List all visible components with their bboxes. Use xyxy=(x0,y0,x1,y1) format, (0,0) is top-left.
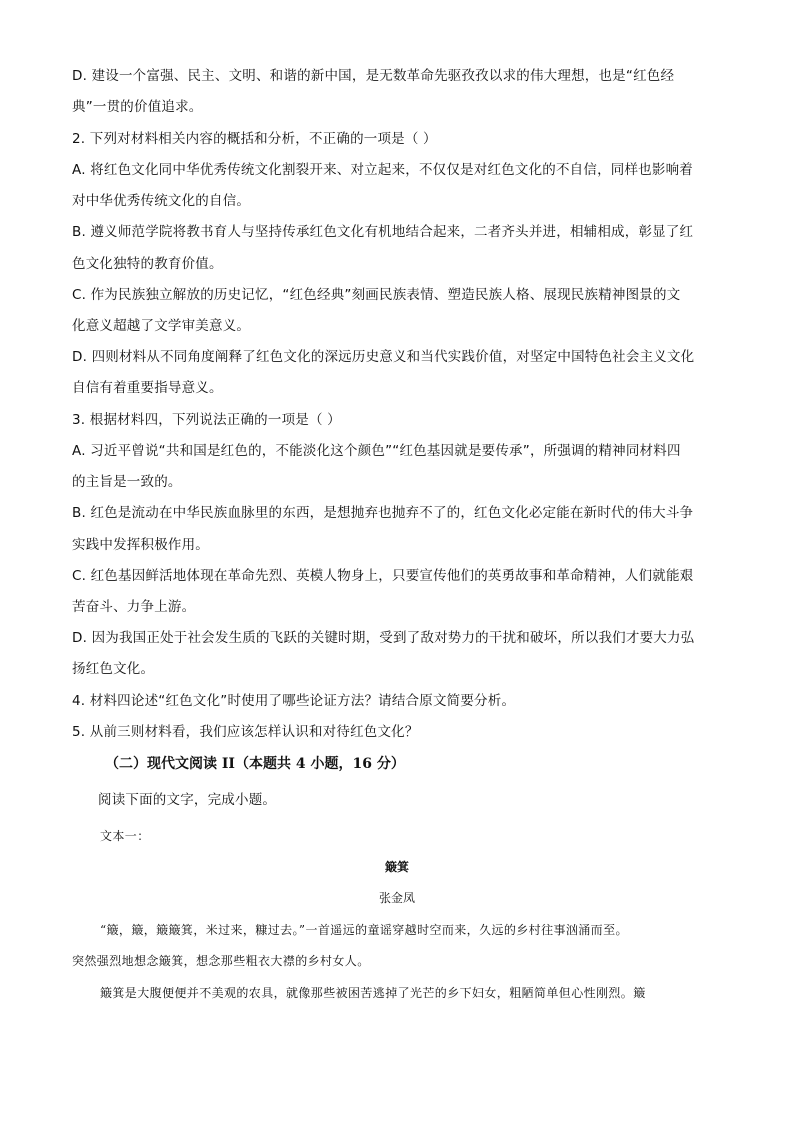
q2-option-c-line2: 化意义超越了文学审美意义。 xyxy=(72,318,251,334)
text-label: 文本一： xyxy=(100,829,150,843)
q3-option-c-line2: 苦奋斗、力争上游。 xyxy=(72,599,196,615)
q4-stem: 4. 材料四论述“红色文化”时使用了哪些论证方法？请结合原文简要分析。 xyxy=(72,693,516,709)
q3-option-a-line2: 的主旨是一致的。 xyxy=(72,474,182,490)
q2-option-c-line1: C. 作为民族独立解放的历史记忆，“红色经典”刻画民族表情、塑造民族人格、展现民族精神图景的文 xyxy=(72,287,681,303)
q3-option-c-line1: C. 红色基因鲜活地体现在革命先烈、英模人物身上，只要宣传他们的英勇故事和革命精神，人们就能艰 xyxy=(72,568,694,584)
article-para1-line1: “簸，簸，簸簸箕，米过来，糠过去。”一首遥远的童谣穿越时空而来，久远的乡村往事汹涌而至。 xyxy=(100,923,628,937)
q1-option-d-line1: D. 建设一个富强、民主、文明、和谐的新中国，是无数革命先驱孜孜以求的伟大理想，也是“红色经 xyxy=(72,68,675,84)
q3-option-b-line1: B. 红色是流动在中华民族血脉里的东西，是想抛弃也抛弃不了的，红色文化必定能在新时代的伟大斗争 xyxy=(72,505,694,521)
q2-option-d-line1: D. 四则材料从不同角度阐释了红色文化的深远历史意义和当代实践价值，对坚定中国特色社会主义文化 xyxy=(72,349,695,365)
q3-stem: 3. 根据材料四，下列说法正确的一项是（ ） xyxy=(72,412,341,428)
q5-stem: 5. 从前三则材料看，我们应该怎样认识和对待红色文化？ xyxy=(72,724,419,740)
article-author: 张金凤 xyxy=(378,891,415,905)
article-para2-line1: 簸箕是大腹便便并不美观的农具，就像那些被困苦逃掉了光芒的乡下妇女，粗陋简单但心性刚烈。簸 xyxy=(100,986,646,1000)
article-title: 簸箕 xyxy=(384,860,409,874)
q2-option-a-line1: A. 将红色文化同中华优秀传统文化割裂开来、对立起来，不仅仅是对红色文化的不自信，同样也影响着 xyxy=(72,162,693,178)
reading-instruction: 阅读下面的文字，完成小题。 xyxy=(98,792,277,808)
q1-option-d-line2: 典”一贯的价值追求。 xyxy=(72,99,203,115)
article-para1-line2: 突然强烈地想念簸箕，想念那些粗衣大襟的乡村女人。 xyxy=(72,954,370,968)
q2-option-d-line2: 自信有着重要指导意义。 xyxy=(72,380,223,396)
section-heading: （二）现代文阅读 II（本题共 4 小题，16 分） xyxy=(105,756,405,772)
q2-stem: 2. 下列对材料相关内容的概括和分析，不正确的一项是（ ） xyxy=(72,131,437,147)
q3-option-a-line1: A. 习近平曾说“共和国是红色的，不能淡化这个颜色”“红色基因就是要传承”，所强调的精神同材料四 xyxy=(72,443,681,459)
q3-option-b-line2: 实践中发挥积极作用。 xyxy=(72,537,209,553)
q3-option-d-line2: 扬红色文化。 xyxy=(72,661,155,677)
q2-option-b-line1: B. 遵义师范学院将教书育人与坚持传承红色文化有机地结合起来，二者齐头并进，相辅相成，彰显了红 xyxy=(72,224,694,240)
q2-option-a-line2: 对中华优秀传统文化的自信。 xyxy=(72,193,251,209)
q2-option-b-line2: 色文化独特的教育价值。 xyxy=(72,256,223,272)
q3-option-d-line1: D. 因为我国正处于社会发生质的飞跃的关键时期，受到了敌对势力的干扰和破坏，所以我们才要大力弘 xyxy=(72,630,695,646)
